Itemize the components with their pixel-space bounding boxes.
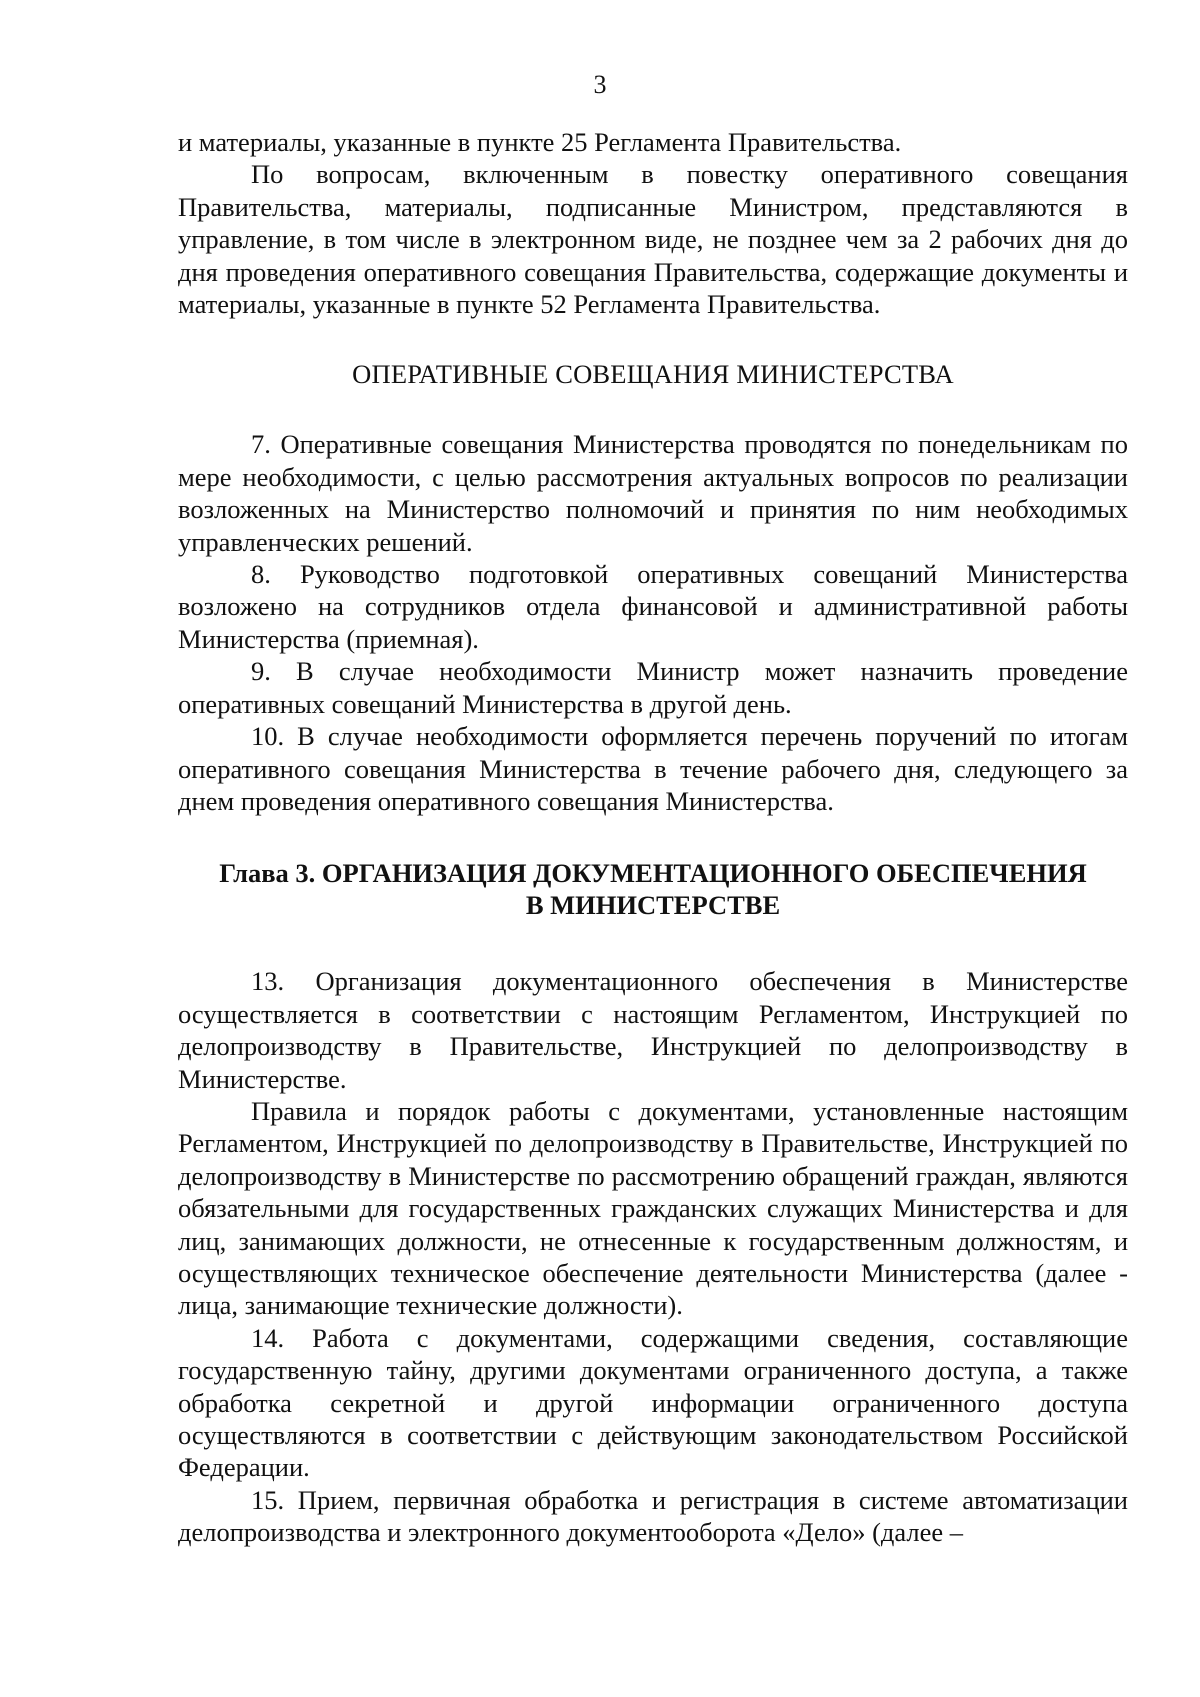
chapter-3-heading-line-2: В МИНИСТЕРСТВЕ [525, 890, 781, 921]
paragraph-14: 14. Работа с документами, содержащими сведения, составляющие государственную тайну, другими документами ограниченного доступа, а также обработка секретной и другой информации ограниченного доступа осуществляются в соответствии с действующим законодательством Российской Федерации. [178, 1322, 1128, 1483]
paragraph-8: 8. Руководство подготовкой оперативных совещаний Министерства возложено на сотрудников отдела финансовой и административной работы Министерства (приемная). [178, 559, 1128, 654]
paragraph-continuation: и материалы, указанные в пункте 25 Регламента Правительства. [178, 127, 902, 157]
paragraph-13: 13. Организация документационного обеспечения в Министерстве осуществляется в соответствии с настоящим Регламентом, Инструкцией по делопроизводству в Правительстве, Инструкцией по делопроизводству в Министерстве. [178, 966, 1128, 1094]
chapter-3-heading [178, 857, 1128, 921]
chapter-3-heading-line-1: Глава 3. ОРГАНИЗАЦИЯ ДОКУМЕНТАЦИОННОГО ОБЕСПЕЧЕНИЯ [219, 858, 1087, 889]
paragraph-15: 15. Прием, первичная обработка и регистрация в системе автоматизации делопроизводства и электронного документооборота «Дело» (далее – [178, 1484, 1128, 1548]
paragraph-10: 10. В случае необходимости оформляется перечень поручений по итогам оперативного совещания Министерства в течение рабочего дня, следующего за днем проведения оперативного совещания Министерства. [178, 721, 1128, 816]
paragraph-9: 9. В случае необходимости Министр может назначить проведение оперативных совещаний Министерства в другой день. [178, 656, 1128, 719]
document-body [178, 126, 1128, 1549]
section-heading-operative-meetings: ОПЕРАТИВНЫЕ СОВЕЩАНИЯ МИНИСТЕРСТВА [352, 359, 954, 390]
paragraph-7: 7. Оперативные совещания Министерства проводятся по понедельникам по мере необходимости, с целью рассмотрения актуальных вопросов по реализации возложенных на Министерство полномочий и принятия по ним необходимых управленческих решений. [178, 429, 1128, 557]
page-number: 3 [593, 70, 607, 99]
paragraph-government-meeting: По вопросам, включенным в повестку оперативного совещания Правительства, материалы, подписанные Министром, представляются в управление, в том числе в электронном виде, не позднее чем за 2 рабочих дня до дня проведения оперативного совещания Правительства, содержащие документы и материалы, указанные в пункте 52 Регламента Правительства. [178, 159, 1128, 320]
paragraph-13-rules: Правила и порядок работы с документами, установленные настоящим Регламентом, Инструкцией по делопроизводству в Правительстве, Инструкцией по делопроизводству в Министерстве по рассмотрению обращений граждан, являются обязательными для государственных гражданских служащих Министерства и для лиц, занимающих должности, не отнесенные к государственным должностям, и осуществляющих техническое обеспечение деятельности Министерства (далее - лица, занимающие технические должности). [178, 1095, 1128, 1321]
